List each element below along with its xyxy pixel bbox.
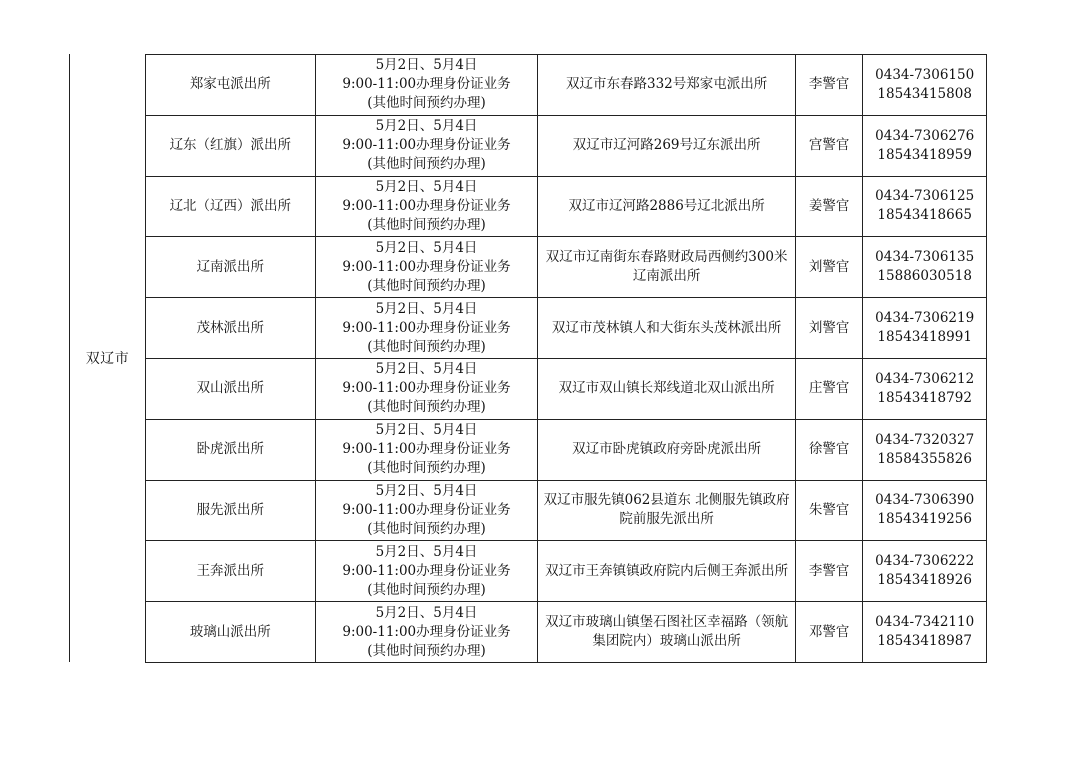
service-hours-line: 5月2日、5月4日 xyxy=(375,604,478,621)
service-hours-line: 5月2日、5月4日 xyxy=(375,543,478,560)
landline-number: 0434-7306390 xyxy=(875,492,975,509)
table-row xyxy=(146,419,987,480)
officer-cell: 朱警官 xyxy=(795,480,862,541)
service-hours-cell xyxy=(315,602,538,663)
service-hours-line: 9:00-11:00办理身份证业务 xyxy=(342,137,511,154)
table-body xyxy=(146,55,987,663)
mobile-number: 18543418665 xyxy=(877,207,972,224)
police-station-table xyxy=(145,54,987,663)
station-name-cell: 辽北（辽西）派出所 xyxy=(146,176,316,237)
service-hours-cell xyxy=(315,541,538,602)
service-hours-line: (其他时间预约办理) xyxy=(367,520,486,537)
address-cell: 双辽市双山镇长郑线道北双山派出所 xyxy=(538,358,796,419)
phone-cell xyxy=(863,419,987,480)
service-hours-line: 9:00-11:00办理身份证业务 xyxy=(342,501,511,518)
service-hours-line: 9:00-11:00办理身份证业务 xyxy=(342,76,511,93)
landline-number: 0434-7342110 xyxy=(875,614,975,631)
mobile-number: 18584355826 xyxy=(877,450,972,467)
service-hours-cell xyxy=(315,237,538,298)
landline-number: 0434-7306212 xyxy=(875,370,975,387)
service-hours-line: 9:00-11:00办理身份证业务 xyxy=(342,258,511,275)
address-cell: 双辽市辽南街东春路财政局西侧约300米辽南派出所 xyxy=(538,237,796,298)
landline-number: 0434-7306125 xyxy=(875,188,975,205)
service-hours-cell xyxy=(315,176,538,237)
table-row xyxy=(146,55,987,116)
station-name-cell: 卧虎派出所 xyxy=(146,419,316,480)
mobile-number: 18543415808 xyxy=(877,85,972,102)
address-cell: 双辽市辽河路2886号辽北派出所 xyxy=(538,176,796,237)
station-name-cell: 茂林派出所 xyxy=(146,298,316,359)
service-hours-line: (其他时间预约办理) xyxy=(367,460,486,477)
service-hours-line: 5月2日、5月4日 xyxy=(375,482,478,499)
address-cell: 双辽市茂林镇人和大街东头茂林派出所 xyxy=(538,298,796,359)
officer-cell: 李警官 xyxy=(795,55,862,116)
mobile-number: 18543418792 xyxy=(877,389,972,406)
phone-cell xyxy=(863,541,987,602)
service-hours-line: (其他时间预约办理) xyxy=(367,338,486,355)
station-name-cell: 辽南派出所 xyxy=(146,237,316,298)
service-hours-cell xyxy=(315,480,538,541)
service-hours-line: 9:00-11:00办理身份证业务 xyxy=(342,380,511,397)
address-cell: 双辽市王奔镇镇政府院内后侧王奔派出所 xyxy=(538,541,796,602)
mobile-number: 18543418959 xyxy=(877,146,972,163)
landline-number: 0434-7320327 xyxy=(875,431,975,448)
service-hours-cell xyxy=(315,115,538,176)
station-name-cell: 郑家屯派出所 xyxy=(146,55,316,116)
service-hours-line: 5月2日、5月4日 xyxy=(375,239,478,256)
officer-cell: 刘警官 xyxy=(795,298,862,359)
service-hours-line: 5月2日、5月4日 xyxy=(375,178,478,195)
table-row xyxy=(146,602,987,663)
officer-cell: 李警官 xyxy=(795,541,862,602)
city-label: 双辽市 xyxy=(85,351,130,367)
landline-number: 0434-7306276 xyxy=(875,127,975,144)
station-name-cell: 辽东（红旗）派出所 xyxy=(146,115,316,176)
station-name-cell: 服先派出所 xyxy=(146,480,316,541)
service-hours-line: 5月2日、5月4日 xyxy=(375,57,478,74)
service-hours-line: 9:00-11:00办理身份证业务 xyxy=(342,562,511,579)
service-hours-line: 9:00-11:00办理身份证业务 xyxy=(342,319,511,336)
officer-cell: 徐警官 xyxy=(795,419,862,480)
landline-number: 0434-7306135 xyxy=(875,249,975,266)
service-hours-line: (其他时间预约办理) xyxy=(367,95,486,112)
address-cell: 双辽市卧虎镇政府旁卧虎派出所 xyxy=(538,419,796,480)
service-hours-line: 5月2日、5月4日 xyxy=(375,300,478,317)
phone-cell xyxy=(863,358,987,419)
table-row xyxy=(146,237,987,298)
table-row xyxy=(146,358,987,419)
mobile-number: 18543418926 xyxy=(877,572,972,589)
phone-cell xyxy=(863,237,987,298)
landline-number: 0434-7306150 xyxy=(875,66,975,83)
phone-cell xyxy=(863,298,987,359)
service-hours-cell xyxy=(315,419,538,480)
service-hours-cell xyxy=(315,298,538,359)
service-hours-line: (其他时间预约办理) xyxy=(367,156,486,173)
officer-cell: 宫警官 xyxy=(795,115,862,176)
landline-number: 0434-7306222 xyxy=(875,553,975,570)
service-hours-line: (其他时间预约办理) xyxy=(367,399,486,416)
service-hours-line: 9:00-11:00办理身份证业务 xyxy=(342,623,511,640)
table-row xyxy=(146,176,987,237)
station-name-cell: 双山派出所 xyxy=(146,358,316,419)
officer-cell: 刘警官 xyxy=(795,237,862,298)
officer-cell: 邓警官 xyxy=(795,602,862,663)
phone-cell xyxy=(863,115,987,176)
service-hours-cell xyxy=(315,55,538,116)
table-row xyxy=(146,298,987,359)
address-cell: 双辽市辽河路269号辽东派出所 xyxy=(538,115,796,176)
address-cell: 双辽市玻璃山镇堡石图社区幸福路（领航集团院内）玻璃山派出所 xyxy=(538,602,796,663)
station-name-cell: 王奔派出所 xyxy=(146,541,316,602)
address-cell: 双辽市东春路332号郑家屯派出所 xyxy=(538,55,796,116)
officer-cell: 庄警官 xyxy=(795,358,862,419)
table-row xyxy=(146,541,987,602)
service-hours-line: (其他时间预约办理) xyxy=(367,642,486,659)
service-hours-line: 9:00-11:00办理身份证业务 xyxy=(342,441,511,458)
service-hours-line: 5月2日、5月4日 xyxy=(375,361,478,378)
phone-cell xyxy=(863,480,987,541)
table-row xyxy=(146,480,987,541)
service-hours-cell xyxy=(315,358,538,419)
service-hours-line: 9:00-11:00办理身份证业务 xyxy=(342,197,511,214)
phone-cell xyxy=(863,602,987,663)
service-hours-line: (其他时间预约办理) xyxy=(367,277,486,294)
service-hours-line: 5月2日、5月4日 xyxy=(375,118,478,135)
service-hours-line: (其他时间预约办理) xyxy=(367,216,486,233)
officer-cell: 姜警官 xyxy=(795,176,862,237)
service-hours-line: (其他时间预约办理) xyxy=(367,581,486,598)
mobile-number: 18543418987 xyxy=(877,633,972,650)
mobile-number: 18543419256 xyxy=(877,511,972,528)
mobile-number: 18543418991 xyxy=(877,329,972,346)
service-hours-line: 5月2日、5月4日 xyxy=(375,422,478,439)
landline-number: 0434-7306219 xyxy=(875,310,975,327)
table-row xyxy=(146,115,987,176)
station-name-cell: 玻璃山派出所 xyxy=(146,602,316,663)
phone-cell xyxy=(863,55,987,116)
address-cell: 双辽市服先镇062县道东 北侧服先镇政府院前服先派出所 xyxy=(538,480,796,541)
phone-cell xyxy=(863,176,987,237)
mobile-number: 15886030518 xyxy=(877,268,972,285)
